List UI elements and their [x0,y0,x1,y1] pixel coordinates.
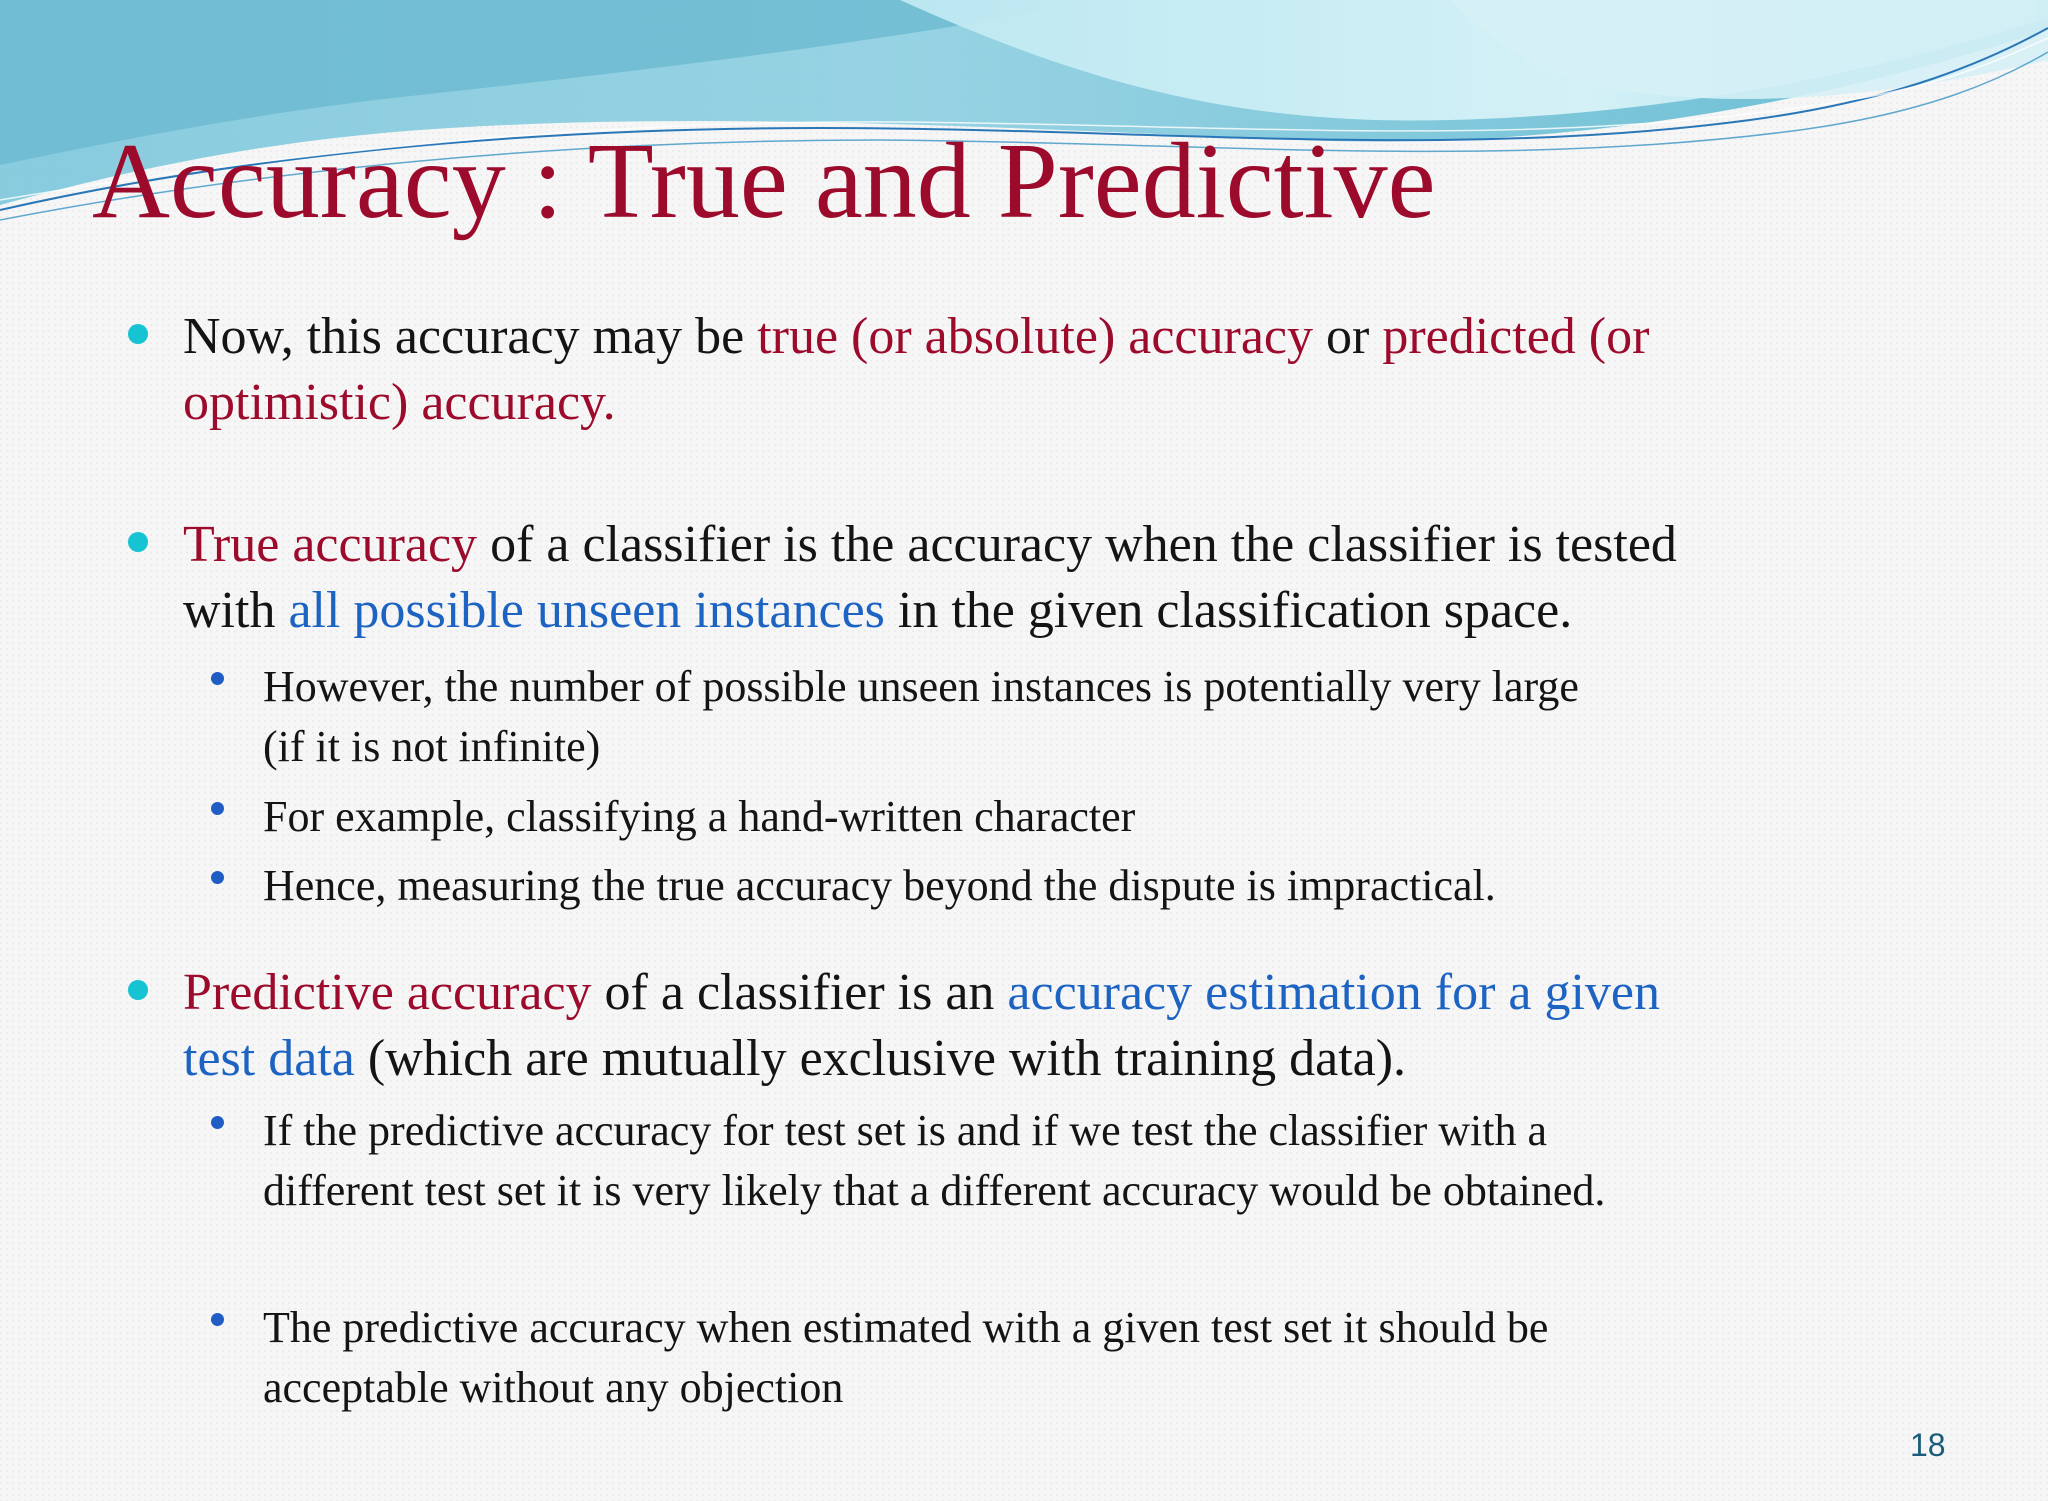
sub-bullet-text: different test set it is very likely that a different accuracy would be obtained. [263,1166,1606,1215]
emphasis-optimistic-accuracy: optimistic) accuracy. [183,374,616,431]
sub-bullet-dot-icon [211,871,224,884]
sub-bullet-dot-icon [211,1116,224,1129]
sub-bullet-text: Hence, measuring the true accuracy beyond the dispute is impractical. [263,861,1496,910]
sub-bullet-text: (if it is not infinite) [263,722,601,771]
emphasis-predicted: predicted (or [1382,308,1650,365]
page-number: 18 [1910,1427,1946,1463]
sub-bullet-3-1 [263,1101,1605,1221]
bullet-3-text: of a classifier is an [591,964,1008,1021]
bullet-3-text-end: (which are mutually exclusive with training data). [354,1030,1407,1087]
emphasis-predictive-accuracy: Predictive accuracy [183,964,592,1021]
bullet-2 [183,512,1677,644]
sub-bullet-2-1 [263,657,1579,777]
bullet-2-text-end: in the given classification space. [884,582,1573,639]
bullet-dot-icon [128,980,148,1000]
sub-bullet-text: acceptable without any objection [263,1363,844,1412]
bullet-1-text-or: or [1313,308,1383,365]
emphasis-test-data: test data [183,1030,355,1087]
emphasis-true-accuracy: True accuracy [183,516,478,573]
emphasis-accuracy-estimation: accuracy estimation for a given [1007,964,1660,1021]
sub-bullet-dot-icon [211,672,224,685]
slide-title: Accuracy : True and Predictive [92,122,1436,241]
emphasis-all-possible-unseen-instances: all possible unseen instances [288,582,885,639]
emphasis-true-absolute-accuracy: true (or absolute) accuracy [757,308,1313,365]
sub-bullet-text: The predictive accuracy when estimated with a given test set it should be [263,1303,1549,1352]
bullet-1-text: Now, this accuracy may be [183,308,758,365]
bullet-2-text: of a classifier is the accuracy when the classifier is tested [477,516,1677,573]
sub-bullet-text: For example, classifying a hand-written character [263,792,1136,841]
bullet-1 [183,304,1649,436]
bullet-3 [183,960,1660,1092]
sub-bullet-dot-icon [211,1313,224,1326]
bullet-dot-icon [128,532,148,552]
sub-bullet-2-2 [263,787,1135,847]
sub-bullet-2-3 [263,856,1496,916]
bullet-dot-icon [128,324,148,344]
sub-bullet-dot-icon [211,802,224,815]
sub-bullet-text: If the predictive accuracy for test set is and if we test the classifier with a [263,1106,1548,1155]
sub-bullet-3-2 [263,1298,1548,1418]
bullet-2-text-with: with [183,582,289,639]
sub-bullet-text: However, the number of possible unseen instances is potentially very large [263,662,1579,711]
